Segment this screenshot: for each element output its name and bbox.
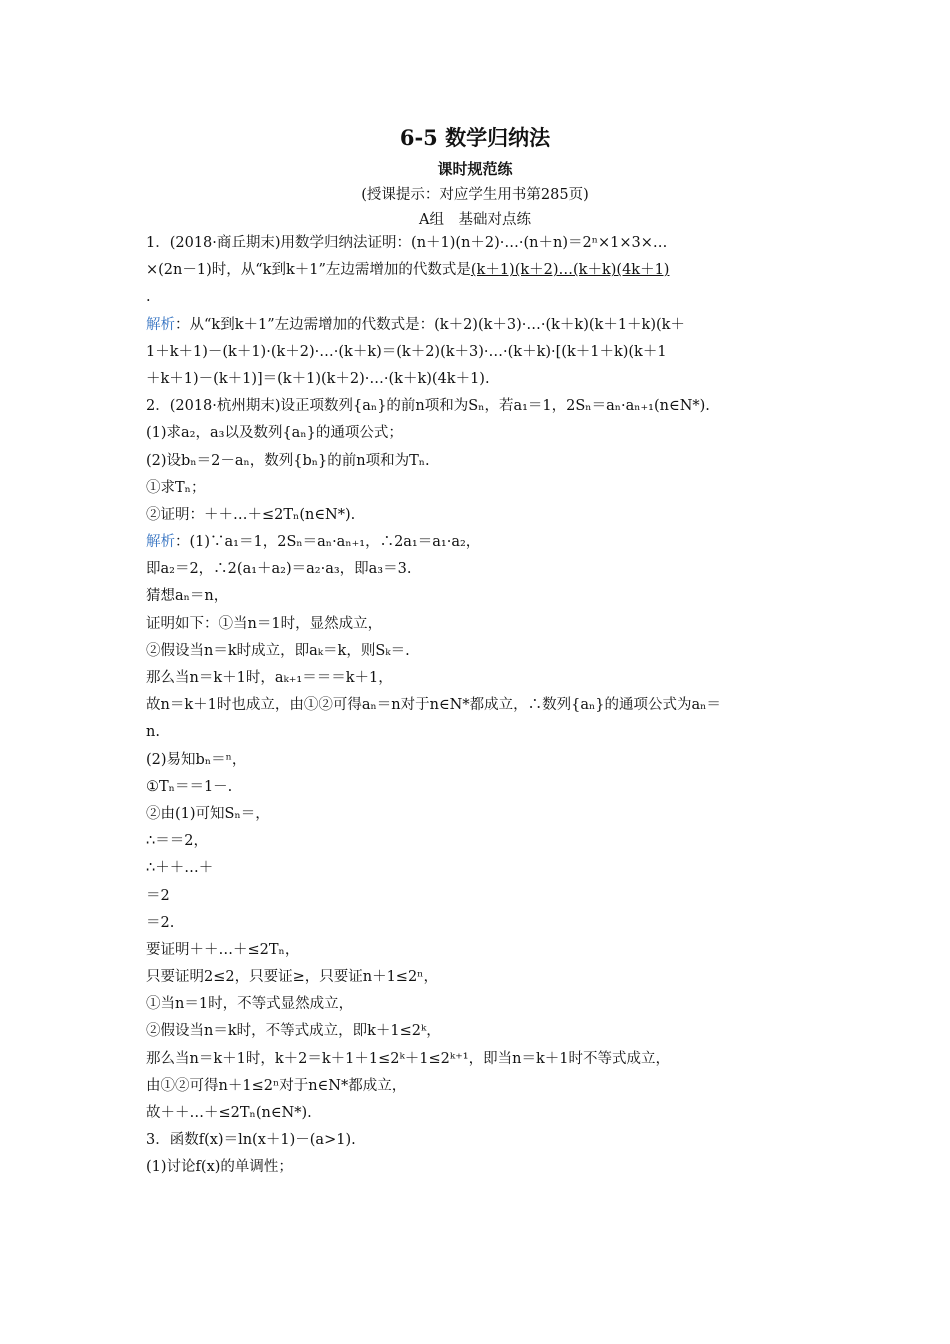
text-line <box>146 692 816 719</box>
text-line <box>146 312 816 339</box>
page-title: 6-5 数学归纳法 <box>399 125 551 150</box>
text-line <box>146 366 816 393</box>
line-text: ②假设当n＝k时成立，即aₖ＝k，则Sₖ＝. <box>146 642 410 659</box>
textbook-note: (授课提示：对应学生用书第285页) <box>361 187 589 203</box>
document-body <box>146 230 816 1182</box>
text-line <box>146 991 816 1018</box>
text-line <box>146 665 816 692</box>
analysis-label: 解析 <box>146 316 175 333</box>
text-line <box>146 1154 816 1181</box>
text-line <box>146 719 816 746</box>
line-text: 故n＝k＋1时也成立，由①②可得aₙ＝n对于n∈N*都成立，∴数列{aₙ}的通项公式为aₙ＝ <box>146 697 721 714</box>
line-text: ＋k＋1)－(k＋1)]＝(k＋1)(k＋2)·…·(k＋k)(4k＋1). <box>146 370 490 387</box>
line-text: 1．(2018·商丘期末)用数学归纳法证明：(n＋1)(n＋2)·…·(n＋n)＝2ⁿ×1×3×… <box>146 235 668 251</box>
line-text: 证明如下：①当n＝1时，显然成立， <box>146 615 383 632</box>
text-line <box>146 937 816 964</box>
line-text: 那么当n＝k＋1时，k＋2＝k＋1＋1≤2ᵏ＋1≤2ᵏ⁺¹，即当n＝k＋1时不等式成立， <box>146 1050 670 1067</box>
section-subtitle: 课时规范练 <box>437 160 513 178</box>
text-line <box>146 556 816 583</box>
line-text: (2)设bₙ＝2－aₙ，数列{bₙ}的前n项和为Tₙ. <box>146 452 430 469</box>
text-line <box>146 1127 816 1154</box>
line-text: 3．函数f(x)＝ln(x＋1)－(a>1). <box>146 1132 356 1149</box>
text-line <box>146 1100 816 1127</box>
line-text: ②证明：＋＋…＋≤2Tₙ(n∈N*). <box>146 506 356 523</box>
text-line <box>146 611 816 638</box>
line-text: 猜想aₙ＝n， <box>146 588 229 605</box>
line-text: ＝2. <box>146 914 175 931</box>
line-text: (2)易知bₙ＝ⁿ， <box>146 751 247 768</box>
line-text: ∴＋＋…＋ <box>146 860 214 877</box>
text-line <box>146 257 816 284</box>
analysis-label: 解析 <box>146 534 175 551</box>
line-text: 故＋＋…＋≤2Tₙ(n∈N*). <box>146 1105 312 1121</box>
line-text: ：(1)∵a₁＝1，2Sₙ＝aₙ·aₙ₊₁，∴2a₁＝a₁·a₂， <box>175 534 481 551</box>
line-text: ①Tₙ＝＝1－. <box>146 778 233 795</box>
line-text: ②由(1)可知Sₙ＝， <box>146 805 270 822</box>
line-text: (1)求a₂，a₃以及数列{aₙ}的通项公式； <box>146 425 403 442</box>
text-line <box>146 1018 816 1045</box>
line-text: (1)讨论f(x)的单调性； <box>146 1159 293 1176</box>
line-text: ×(2n－1)时，从“k到k＋1”左边需增加的代数式是 <box>146 262 471 279</box>
text-line <box>146 801 816 828</box>
line-text: ：从“k到k＋1”左边需增加的代数式是：(k＋2)(k＋3)·…·(k＋k)(k＋1＋k)(k＋ <box>175 316 685 333</box>
group-heading: A组 基础对点练 <box>419 212 531 228</box>
text-line <box>146 284 816 311</box>
text-line <box>146 529 816 556</box>
line-text: ②假设当n＝k时，不等式成立，即k＋1≤2ᵏ， <box>146 1023 441 1040</box>
text-line <box>146 747 816 774</box>
line-text: 即a₂＝2，∴2(a₁＋a₂)＝a₂·a₃，即a₃＝3. <box>146 561 412 578</box>
line-text: ＝2 <box>146 887 170 904</box>
text-line <box>146 339 816 366</box>
line-text: 1＋k＋1)－(k＋1)·(k＋2)·…·(k＋k)＝(k＋2)(k＋3)·…·(k＋k)·[(k＋1＋k)(k＋1 <box>146 343 667 360</box>
text-line <box>146 883 816 910</box>
line-text: ①当n＝1时，不等式显然成立， <box>146 996 354 1013</box>
text-line <box>146 502 816 529</box>
text-line <box>146 910 816 937</box>
line-text: 要证明＋＋…＋≤2Tₙ， <box>146 941 300 958</box>
text-line <box>146 475 816 502</box>
line-text: 2．(2018·杭州期末)设正项数列{aₙ}的前n项和为Sₙ，若a₁＝1，2Sₙ＝aₙ·aₙ₊₁(n∈N*). <box>146 398 710 415</box>
text-line <box>146 828 816 855</box>
text-line <box>146 448 816 475</box>
line-text: ∴＝＝2， <box>146 833 208 850</box>
text-line <box>146 774 816 801</box>
text-line <box>146 638 816 665</box>
line-text: n. <box>146 724 160 741</box>
text-line <box>146 420 816 447</box>
text-line <box>146 855 816 882</box>
line-text: 那么当n＝k＋1时，aₖ₊₁＝＝＝k＋1， <box>146 670 393 686</box>
text-line <box>146 1073 816 1100</box>
line-text: 由①②可得n＋1≤2ⁿ对于n∈N*都成立， <box>146 1077 407 1094</box>
line-text: 只要证明2≤2，只要证≥，只要证n＋1≤2ⁿ， <box>146 969 438 986</box>
line-text: . <box>146 289 151 306</box>
answer-blank: (k＋1)(k＋2)…(k＋k)(4k＋1) <box>470 262 670 279</box>
text-line <box>146 964 816 991</box>
text-line <box>146 393 816 420</box>
text-line <box>146 1046 816 1073</box>
line-text: ①求Tₙ； <box>146 479 206 496</box>
text-line <box>146 583 816 610</box>
text-line <box>146 230 816 257</box>
